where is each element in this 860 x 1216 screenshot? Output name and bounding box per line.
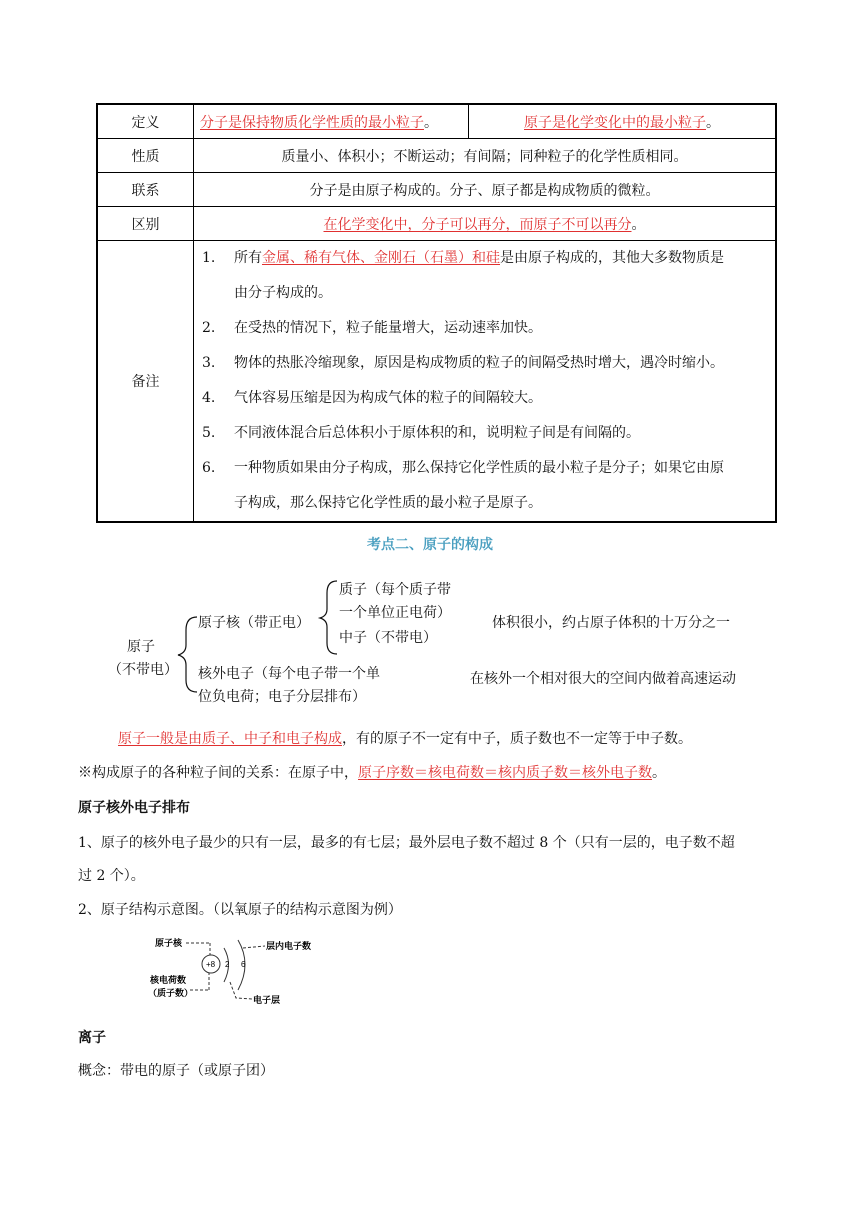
shell2-count: 6 — [241, 960, 246, 969]
electron-rule-line2: 过 2 个）。 — [78, 868, 145, 884]
ion-concept: 概念：带电的原子（或原子团） — [78, 1063, 274, 1079]
difference-text: 在化学变化中，分子可以再分，而原子不可以再分。 — [194, 207, 777, 241]
label-relation: 联系 — [97, 173, 194, 207]
atom-charge-label: （不带电） — [108, 662, 178, 678]
note-item: 3. 物体的热胀冷缩现象，原因是构成物质的粒子的间隔受热时增大，遇冷时缩小。 — [202, 355, 724, 371]
label-notes: 备注 — [97, 241, 194, 523]
diagram-nucleus-label: 原子核 — [155, 938, 183, 948]
ion-heading: 离子 — [78, 1030, 106, 1046]
label-define: 定义 — [97, 104, 194, 139]
electron-label: 核外电子（每个电子带一个单 — [198, 666, 380, 682]
note-item: 6. 一种物质如果由分子构成，那么保持它化学性质的最小粒子是分子；如果它由原 子构成，那么保持它化学性质的最小粒子是原子。 — [202, 460, 724, 511]
molecule-definition: 分子是保持物质化学性质的最小粒子。 — [194, 104, 469, 139]
note-item: 4. 气体容易压缩是因为构成气体的粒子的间隔较大。 — [202, 390, 542, 406]
charge-label: 核电荷数 — [150, 975, 187, 985]
shell-label: 电子层 — [253, 995, 281, 1005]
shell1-count: 2 — [225, 960, 230, 969]
charge-label-cont: （质子数） — [148, 988, 194, 998]
electron-rule-line1: 1、原子的核外电子最少的只有一层，最多的有七层；最外层电子数不超过 8 个（只有一层的，电子数不超 — [78, 835, 735, 851]
relation-paragraph: ※构成原子的各种粒子间的关系：在原子中，原子序数＝核电荷数＝核内质子数＝核外电子数。 — [78, 765, 666, 781]
atom-definition: 原子是化学变化中的最小粒子。 — [469, 104, 777, 139]
relation-text: 分子是由原子构成的。分子、原子都是构成物质的微粒。 — [194, 173, 777, 207]
nucleus-note: 体积很小，约占原子体积的十万分之一 — [492, 615, 730, 631]
layer-count-label: 层内电子数 — [266, 941, 312, 951]
note-item: 1. 所有金属、稀有气体、金刚石（石墨）和硅是由原子构成的，其他大多数物质是 由分子构成的。 — [202, 250, 724, 301]
neutron-label: 中子（不带电） — [339, 630, 437, 646]
section-title: 考点二、原子的构成 — [367, 537, 493, 553]
structure-diagram-intro: 2、原子结构示意图。（以氧原子的结构示意图为例） — [78, 902, 402, 918]
nucleus-label: 原子核（带正电） — [198, 615, 310, 631]
leader-line — [243, 946, 265, 948]
note-item: 5. 不同液体混合后总体积小于原体积的和，说明粒子间是有间隔的。 — [202, 425, 640, 441]
proton-label: 质子（每个质子带 — [339, 582, 451, 598]
label-difference: 区别 — [97, 207, 194, 241]
electron-arrangement-heading: 原子核外电子排布 — [78, 800, 190, 816]
electron-label-cont: 位负电荷；电子分层排布） — [198, 689, 366, 705]
note-item: 2. 在受热的情况下，粒子能量增大，运动速率加快。 — [202, 320, 542, 336]
nucleus-value: +8 — [206, 960, 216, 969]
electron-note: 在核外一个相对很大的空间内做着高速运动 — [470, 671, 736, 687]
composition-paragraph: 原子一般是由质子、中子和电子构成，有的原子不一定有中子，质子数也不一定等于中子数。 — [118, 731, 692, 747]
property-text: 质量小、体积小；不断运动；有间隔；同种粒子的化学性质相同。 — [194, 139, 777, 173]
atom-label: 原子 — [127, 639, 155, 655]
label-property: 性质 — [97, 139, 194, 173]
proton-label-cont: 一个单位正电荷） — [339, 605, 451, 621]
